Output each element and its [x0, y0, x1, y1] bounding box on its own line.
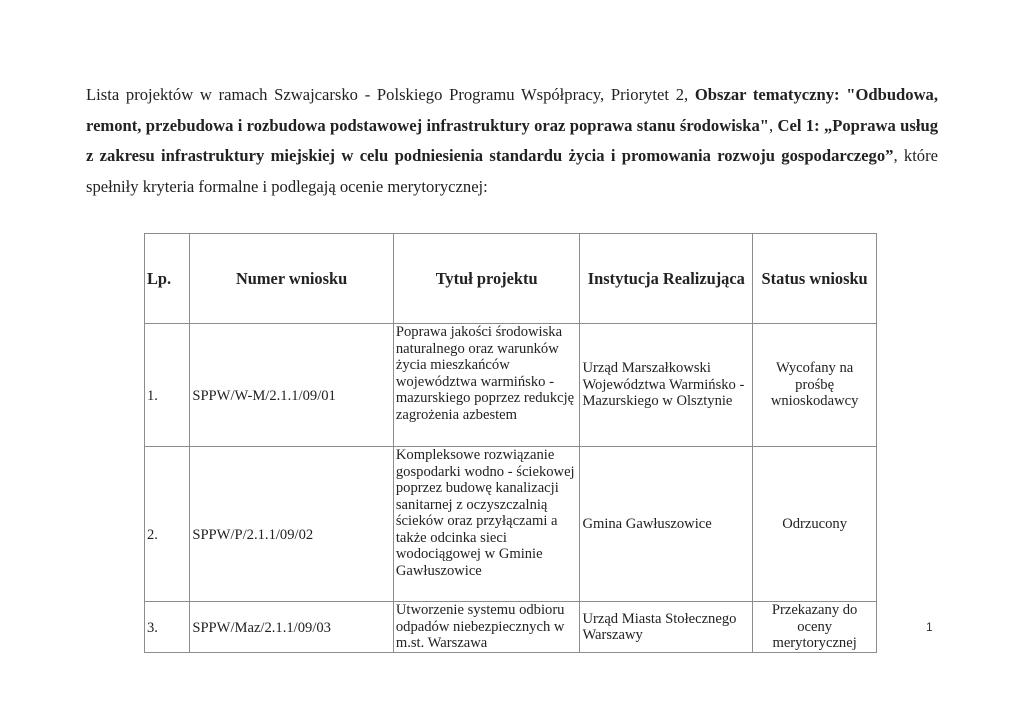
intro-text-3: , które spełniły kryteria formalne i podlegają ocenie merytorycznej: [86, 146, 938, 196]
cell-tytul: Poprawa jakości środowiska naturalnego oraz warunków życia mieszkańców województwa warmińsko - mazurskiego poprzez redukcję zagrożenia azbestem [393, 324, 580, 447]
intro-paragraph [86, 80, 938, 202]
cell-instytucja: Urząd Miasta Stołecznego Warszawy [580, 602, 753, 653]
cell-numer: SPPW/Maz/2.1.1/09/03 [190, 602, 394, 653]
cell-lp: 1. [145, 324, 190, 447]
intro-text-2: , [769, 115, 778, 135]
page-number: 1 [926, 620, 933, 634]
cell-status: Przekazany do oceny merytorycznej [753, 602, 877, 653]
cell-status: Odrzucony [753, 447, 877, 602]
projects-table [144, 233, 877, 653]
table-row [145, 602, 877, 653]
table-row [145, 447, 877, 602]
table-header-row [145, 234, 877, 324]
cell-numer: SPPW/W-M/2.1.1/09/01 [190, 324, 394, 447]
cell-instytucja: Urząd Marszałkowski Województwa Warmińsko - Mazurskiego w Olsztynie [580, 324, 753, 447]
intro-bold-goal: Cel 1: „Poprawa usług z zakresu infrastruktury miejskiej w celu podniesienia standardu życia i promowania rozwoju gospodarczego” [86, 115, 938, 165]
table-row [145, 324, 877, 447]
cell-tytul: Utworzenie systemu odbioru odpadów niebezpiecznych w m.st. Warszawa [393, 602, 580, 653]
header-status: Status wniosku [753, 234, 877, 324]
cell-instytucja: Gmina Gawłuszowice [580, 447, 753, 602]
header-numer-wniosku: Numer wniosku [190, 234, 394, 324]
cell-lp: 3. [145, 602, 190, 653]
cell-tytul: Kompleksowe rozwiązanie gospodarki wodno - ściekowej poprzez budowę kanalizacji sanitarnej z oczyszczalnią ścieków oraz przyłączami a także odcinka sieci wodociągowej w Gminie Gawłuszowice [393, 447, 580, 602]
intro-bold-theme: Obszar tematyczny: "Odbudowa, remont, przebudowa i rozbudowa podstawowej infrastruktury oraz poprawa stanu środowiska" [86, 85, 938, 135]
cell-numer: SPPW/P/2.1.1/09/02 [190, 447, 394, 602]
cell-status: Wycofany na prośbę wnioskodawcy [753, 324, 877, 447]
header-instytucja: Instytucja Realizująca [580, 234, 753, 324]
header-lp: Lp. [145, 234, 190, 324]
intro-text-1: Lista projektów w ramach Szwajcarsko - Polskiego Programu Współpracy, Priorytet 2, [86, 85, 695, 104]
cell-lp: 2. [145, 447, 190, 602]
header-tytul-projektu: Tytuł projektu [393, 234, 580, 324]
